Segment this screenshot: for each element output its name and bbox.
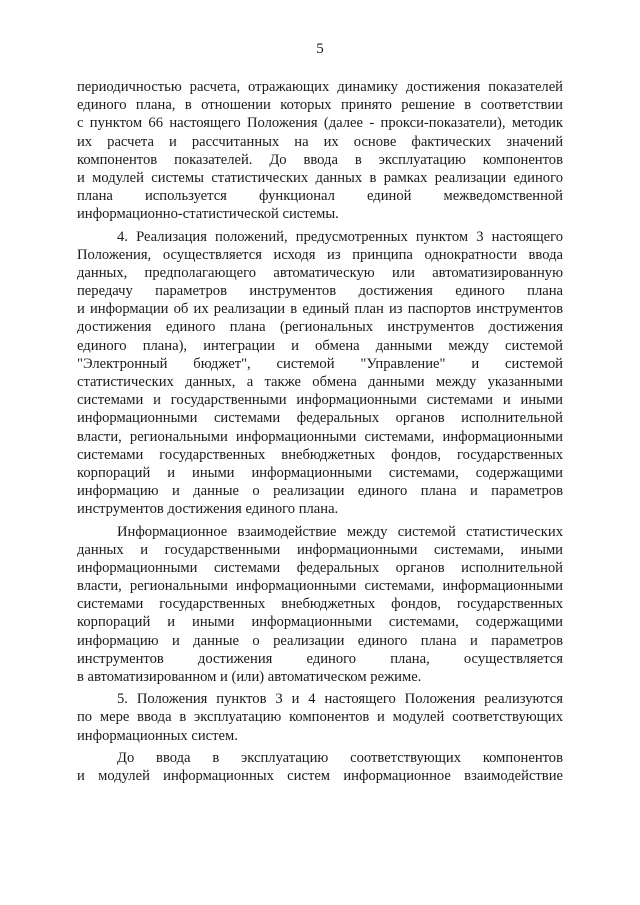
text-line: с пунктом 66 настоящего Положения (далее - прокси-показатели), методик <box>77 115 563 132</box>
text-line: единого плана, в отношении которых принято решение в соответствии <box>77 97 563 114</box>
text-line: и модулей информационных систем информационное взаимодействие <box>77 767 563 784</box>
text-line: информационными системами федеральных органов исполнительной <box>77 559 563 576</box>
paragraph <box>77 78 563 224</box>
text-line: 4. Реализация положений, предусмотренных пунктом 3 настоящего <box>117 228 563 245</box>
text-line: До ввода в эксплуатацию соответствующих компонентов <box>117 749 563 766</box>
text-line: 5. Положения пунктов 3 и 4 настоящего Положения реализуются <box>117 691 563 708</box>
text-line: и модулей системы статистических данных в рамках реализации единого <box>77 169 563 186</box>
text-line: единого плана), интеграции и обмена данными между системой <box>77 337 563 354</box>
text-line: статистических данных, а также обмена данными между указанными <box>77 374 563 390</box>
paragraph <box>77 228 563 519</box>
text-line: информацию и данные о реализации единого плана и параметров <box>77 483 563 500</box>
text-line: информацию и данные о реализации единого плана и параметров <box>77 632 563 649</box>
text-line: плана используется функционал единой межведомственной <box>77 188 563 205</box>
text-line: данных, предполагающего автоматическую или автоматизированную <box>77 264 563 281</box>
text-line: периодичностью расчета, отражающих динамику достижения показателей <box>77 79 563 95</box>
paragraph <box>77 523 563 687</box>
text-line: инструментов достижения единого плана, осуществляется <box>77 650 563 667</box>
text-line: достижения единого плана (региональных инструментов достижения <box>77 319 563 336</box>
text-line: информационных систем. <box>77 727 238 744</box>
text-line: передачу параметров инструментов достижения единого плана <box>77 283 563 300</box>
text-line: власти, региональными информационными системами, информационными <box>77 428 563 445</box>
text-line: по мере ввода в эксплуатацию компонентов и модулей соответствующих <box>77 709 563 726</box>
text-line: корпораций и иными информационными системами, содержащими <box>77 614 563 631</box>
text-line: в автоматизированном и (или) автоматическом режиме. <box>77 669 422 685</box>
text-line: системами государственных внебюджетных фондов, государственных <box>77 446 563 463</box>
text-line: "Электронный бюджет", системой "Управление" и системой <box>77 355 563 372</box>
text-line: системами и государственными информационными системами и иными <box>77 392 563 409</box>
text-line: и информации об их реализации в единый план из паспортов инструментов <box>77 301 563 318</box>
text-line: власти, региональными информационными системами, информационными <box>77 578 563 595</box>
text-line: системами государственных внебюджетных фондов, государственных <box>77 596 563 613</box>
text-line: корпораций и иными информационными системами, содержащими <box>77 464 563 481</box>
text-line: информационными системами федеральных органов исполнительной <box>77 410 563 427</box>
page-number: 5 <box>316 41 324 57</box>
text-line: информационно-статистической системы. <box>77 206 339 223</box>
text-line: компонентов показателей. До ввода в эксплуатацию компонентов <box>77 151 563 168</box>
paragraph <box>77 690 563 745</box>
text-line: инструментов достижения единого плана. <box>77 501 339 518</box>
text-line: их расчета и рассчитанных на их основе фактических значений <box>77 133 563 150</box>
paragraph <box>77 749 563 785</box>
text-line: Положения, осуществляется исходя из принципа однократности ввода <box>77 246 563 263</box>
text-line: данных и государственными информационными системами, иными <box>77 541 563 558</box>
document-body <box>77 78 563 789</box>
text-line: Информационное взаимодействие между системой статистических <box>117 523 563 540</box>
